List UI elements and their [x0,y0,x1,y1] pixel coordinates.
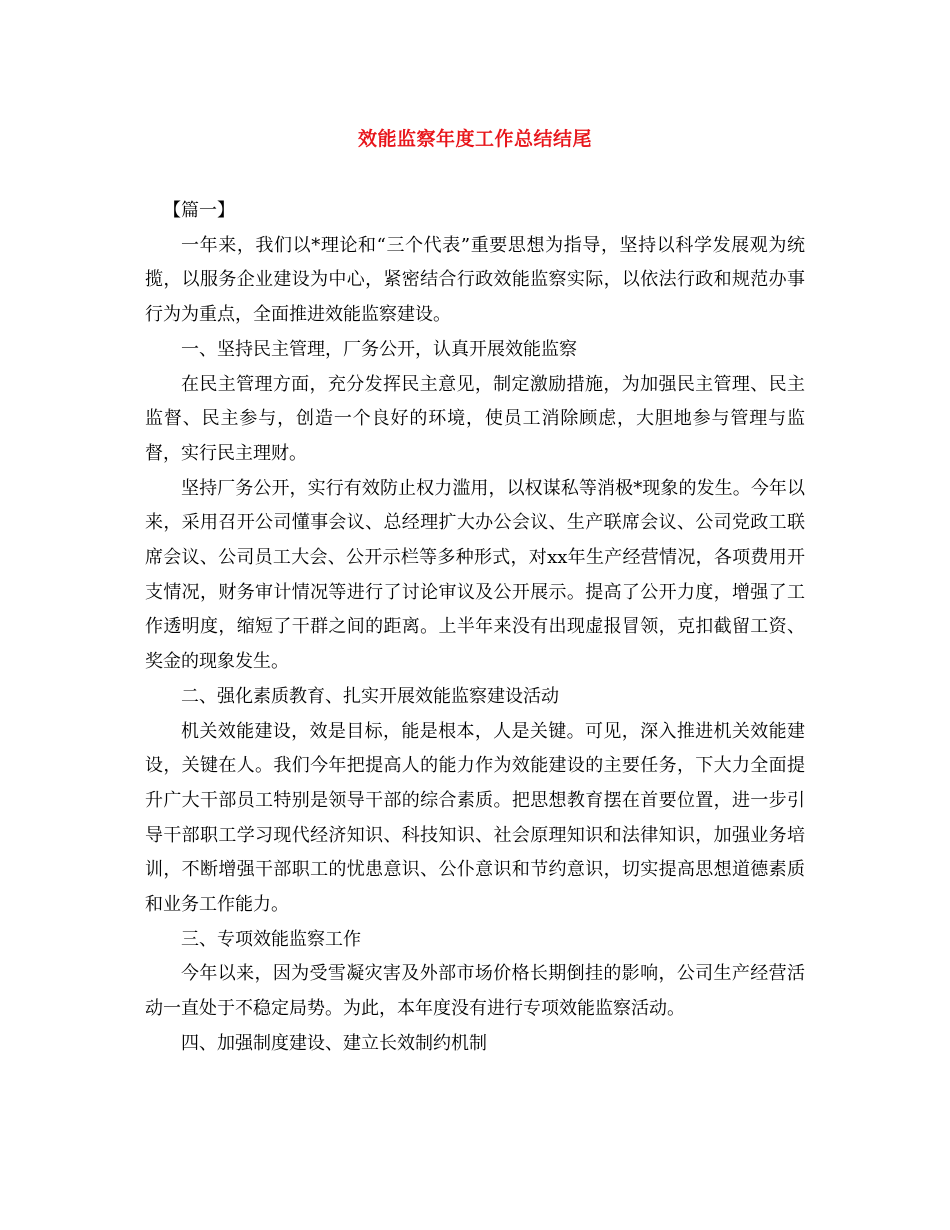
document-title: 效能监察年度工作总结结尾 [357,128,592,150]
heading-four: 四、加强制度建设、建立长效制约机制 [181,1032,487,1054]
paragraph-efficiency-building: 机关效能建设，效是目标，能是根本，人是关键。可见，深入推进机关效能建设，关键在人。我们今年把提高人的能力作为效能建设的主要任务，下大力全面提升广大干部员工特别是领导干部的综合素质。把思想教育摆在首要位置，进一步引导干部职工学习现代经济知识、科技知识、社会原理知识和法律知识，加强业务培训，不断增强干部职工的忧患意识、公仆意识和节约意识，切实提高思想道德素质和业务工作能力。 [145,720,805,916]
paragraph-special-supervision: 今年以来，因为受雪凝灾害及外部市场价格长期倒挂的影响，公司生产经营活动一直处于不稳定局势。为此，本年度没有进行专项效能监察活动。 [145,963,805,1020]
paragraph-factory-affairs: 坚持厂务公开，实行有效防止权力滥用，以权谋私等消极*现象的发生。今年以来，采用召开公司懂事会议、总经理扩大办公会议、生产联席会议、公司党政工联席会议、公司员工大会、公开示栏等多种形式，对xx年生产经营情况，各项费用开支情况，财务审计情况等进行了讨论审议及公开展示。提高了公开力度，增强了工作透明度，缩短了干群之间的距离。上半年来没有出现虚报冒领，克扣截留工资、奖金的现象发生。 [145,477,805,673]
section-label-part-one: 【篇一】 [163,200,235,221]
heading-one: 一、坚持民主管理，厂务公开，认真开展效能监察 [181,338,577,360]
heading-two: 二、强化素质教育、扎实开展效能监察建设活动 [181,685,559,707]
intro-paragraph: 一年来，我们以*理论和“三个代表”重要思想为指导，坚持以科学发展观为统揽，以服务企业建设为中心，紧密结合行政效能监察实际，以依法行政和规范办事行为为重点，全面推进效能监察建设。 [145,234,805,326]
paragraph-democratic-management: 在民主管理方面，充分发挥民主意见，制定激励措施，为加强民主管理、民主监督、民主参与，创造一个良好的环境，使员工消除顾虑，大胆地参与管理与监督，实行民主理财。 [145,373,805,464]
heading-three: 三、专项效能监察工作 [181,928,361,950]
document-body [145,194,805,1062]
